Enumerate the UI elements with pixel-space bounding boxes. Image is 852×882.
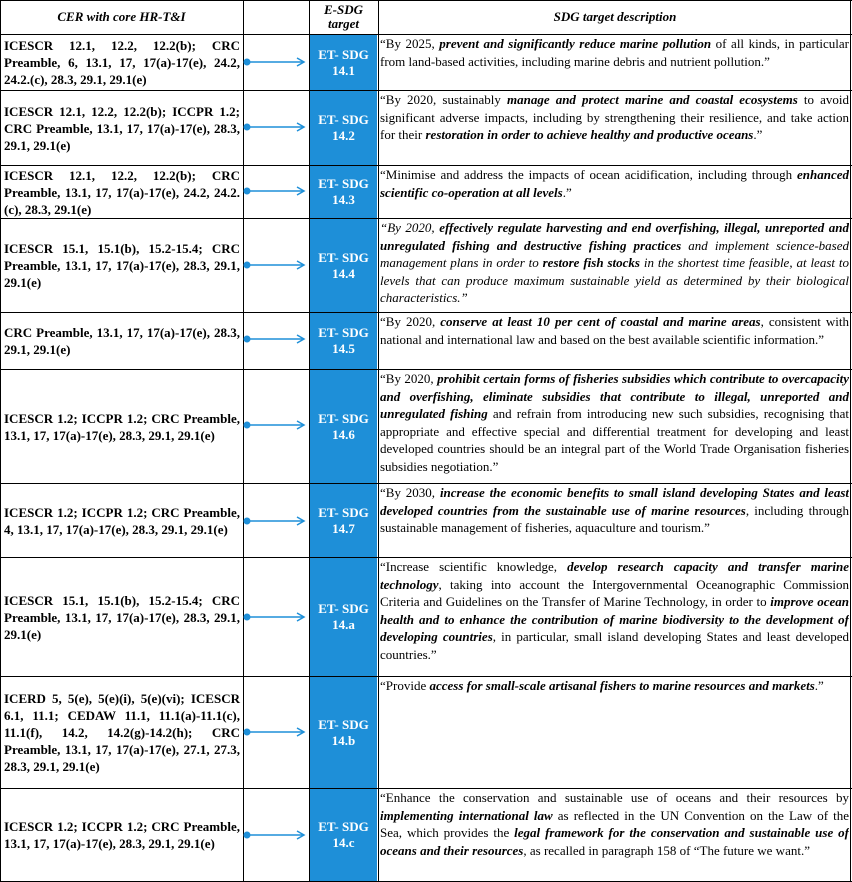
description-emphasis: access for small-scale artisanal fishers to marine resources and markets [429,678,815,693]
description-cell [380,313,849,369]
target-number: 14.1 [332,62,355,78]
target-label: ET- SDG [318,325,369,340]
description-text: “By 2025, [380,36,440,51]
description-emphasis: prevent and significantly reduce marine pollution [439,36,712,51]
description-emphasis: restore fish stocks [542,255,640,270]
description-text: “By 2020, [380,314,441,329]
target-cell [310,219,377,312]
grid-line [0,0,852,1]
description-emphasis: effectively regulate harvesting and end overfishing, illegal, unreported and unregulated fishing and destructive fishing practices [380,220,849,253]
cer-text: ICESCR 1.2; ICCPR 1.2; CRC Preamble, 4, 13.1, 17, 17(a)-17(e), 28.3, 29.1, 29.1(e) [4,504,240,537]
description-text: “By 2020, sustainably [380,92,507,107]
description-text: as reflected in the UN Convention on the Law of the Sea, which provides the [380,807,849,840]
description-emphasis: increase the economic benefits to small island developing States and least developed countries from the sustainable use of marine resources [380,485,849,518]
link-arrow-icon [243,122,309,132]
description-text: “Provide [380,678,430,693]
target-number: 14.2 [332,128,355,143]
target-cell [310,370,377,483]
link-arrow-icon [243,830,309,840]
cer-text: ICESCR 12.1, 12.2, 12.2(b); ICCPR 1.2; CRC Preamble, 13.1, 17, 17(a)-17(e), 28.3, 29.1, 29.1(e) [4,103,240,153]
target-label: ET- SDG [318,410,369,426]
cer-cell [4,166,240,218]
target-cell [310,558,377,676]
description-text: , as recalled in paragraph 158 of “The future we want.” [523,842,810,858]
cer-cell [4,91,240,165]
target-cell [310,484,377,557]
description-text: “Enhance the conservation and sustainable use of oceans and their resources by [380,790,849,805]
description-emphasis: enhanced scientific co-operation at all levels [380,167,849,200]
target-label: ET- SDG [318,601,369,616]
cer-cell [4,35,240,90]
description-text: “By 2030, [380,485,440,500]
cer-cell [4,789,240,881]
cer-text: ICESCR 1.2; ICCPR 1.2; CRC Preamble, 13.1, 17, 17(a)-17(e), 28.3, 29.1, 29.1(e) [4,410,240,443]
target-label: ET- SDG [318,46,369,62]
description-text: in the shortest time feasible, at least to levels that can produce maximum sustainable yield as determined by their biological characteristics.” [380,255,849,305]
description-text: and implement science-based management plans in order to [380,237,849,270]
target-cell [310,677,377,788]
description-cell [380,91,849,165]
header-description: SDG target description [553,9,677,24]
description-cell [380,370,849,483]
grid-line [243,0,244,882]
target-number: 14.3 [332,192,355,207]
link-arrow-icon [243,516,309,526]
description-cell [380,789,849,881]
description-text: .” [814,678,824,693]
target-number: 14.c [332,835,355,850]
target-cell [310,789,377,881]
description-cell [380,166,849,218]
link-arrow-icon [243,420,309,430]
description-text: , taking into account the Intergovernmental Oceanographic Commission Criteria and Guidelines on the Transfer of Marine Technology, in order to [380,576,849,609]
description-text: , including through sustainable management of fisheries, aquaculture and tourism.” [380,502,849,535]
cer-cell [4,370,240,483]
target-label: ET- SDG [318,112,369,127]
description-cell [380,677,849,788]
cer-text: ICESCR 12.1, 12.2, 12.2(b); CRC Preamble, 13.1, 17, 17(a)-17(e), 24.2, 24.2.(c), 28.3, 29.1(e) [4,167,240,217]
description-emphasis: legal framework for the conservation and sustainable use of oceans and their resources [380,825,849,858]
description-text: .” [753,127,763,142]
header-target-line1: E-SDG [323,2,363,17]
link-arrow-icon [243,334,309,344]
description-cell [380,219,849,312]
description-text: and refrain from introducing new such subsidies, recognising that appropriate and effective special and differential treatment for developing and least developed countries should be an integral part of the World Trade Organisation fisheries subsidies negotiation.” [380,406,849,474]
description-emphasis: prohibit certain forms of fisheries subsidies which contribute to overcapacity and overfishing, eliminate subsidies that contribute to illegal, unreported and unregulated fishing [380,371,849,421]
target-number: 14.6 [332,426,355,442]
target-label: ET- SDG [318,176,369,191]
cer-cell [4,677,240,788]
target-number: 14.7 [332,520,355,536]
description-emphasis: conserve at least 10 per cent of coastal and marine areas [440,314,761,329]
target-label: ET- SDG [318,819,369,834]
grid-line [378,0,379,882]
description-text: , consistent with national and international law and based on the best available scientific information.” [380,314,849,347]
description-cell [380,484,849,557]
link-arrow-icon [243,186,309,196]
cer-text: ICESCR 1.2; ICCPR 1.2; CRC Preamble, 13.1, 17, 17(a)-17(e), 28.3, 29.1, 29.1(e) [4,819,240,851]
header-target-line2: target [327,16,360,31]
cer-cell [4,219,240,312]
link-arrow-icon [243,727,309,737]
description-emphasis: develop research capacity and transfer marine technology [380,559,849,592]
link-arrow-icon [243,260,309,270]
cer-cell [4,558,240,676]
description-text: .” [562,184,572,200]
cer-cell [4,313,240,369]
description-emphasis: restoration in order to achieve healthy and productive oceans [425,127,754,142]
target-label: ET- SDG [318,504,369,520]
description-cell [380,35,849,90]
link-arrow-icon [243,612,309,622]
description-text: of all kinds, in particular from land-based activities, including marine debris and nutrient pollution.” [380,36,849,69]
target-cell [310,166,377,218]
cer-text: ICESCR 15.1, 15.1(b), 15.2-15.4; CRC Preamble, 13.1, 17, 17(a)-17(e), 28.3, 29.1, 29.1(e) [4,241,240,290]
header-cer: CER with core HR-T&I [57,9,186,24]
description-text: , in particular, small island developing States and least developed countries.” [380,629,849,662]
cer-text: ICESCR 12.1, 12.2, 12.2(b); CRC Preamble, 6, 13.1, 17, 17(a)-17(e), 24.2, 24.2.(c), 28.3, 29.1, 29.1(e) [4,38,240,87]
description-emphasis: improve ocean health and to enhance the contribution of marine biodiversity to the development of developing countries [380,594,849,644]
description-text: “Minimise and address the impacts of ocean acidification, including through [380,167,797,182]
header-target [310,0,377,34]
cer-cell [4,484,240,557]
description-text: to avoid significant adverse impacts, including by strengthening their resilience, and take action for their [380,92,849,142]
grid-line [850,0,851,882]
target-number: 14.4 [332,265,355,281]
description-text: “Increase scientific knowledge, [380,559,568,574]
description-emphasis: implementing international law [380,807,553,823]
grid-line [0,0,1,882]
link-arrow-icon [243,57,309,67]
target-label: ET- SDG [318,249,369,265]
cer-text: ICERD 5, 5(e), 5(e)(i), 5(e)(vi); ICESCR 6.1, 11.1; CEDAW 11.1, 11.1(a)-11.1(c), 11.1(f), 14.2, 14.2(g)-14.2(h); CRC Preamble, 13.1, 17, 17(a)-17(e), 27.1, 27.3, 28.3, 29.1, 29.1(e) [4,691,240,774]
description-text: “By 2020, [380,371,438,386]
target-number: 14.5 [332,341,355,356]
cer-text: CRC Preamble, 13.1, 17, 17(a)-17(e), 28.3, 29.1, 29.1(e) [4,325,240,357]
target-cell [310,313,377,369]
target-cell [310,91,377,165]
description-emphasis: manage and protect marine and coastal ecosystems [506,92,798,107]
description-text: “By 2020, [380,220,440,235]
description-cell [380,558,849,676]
target-number: 14.b [331,732,356,748]
target-cell [310,35,377,90]
target-label: ET- SDG [318,716,369,732]
cer-text: ICESCR 15.1, 15.1(b), 15.2-15.4; CRC Preamble, 13.1, 17, 17(a)-17(e), 28.3, 29.1, 29.1(e) [4,592,240,642]
target-number: 14.a [332,617,355,632]
